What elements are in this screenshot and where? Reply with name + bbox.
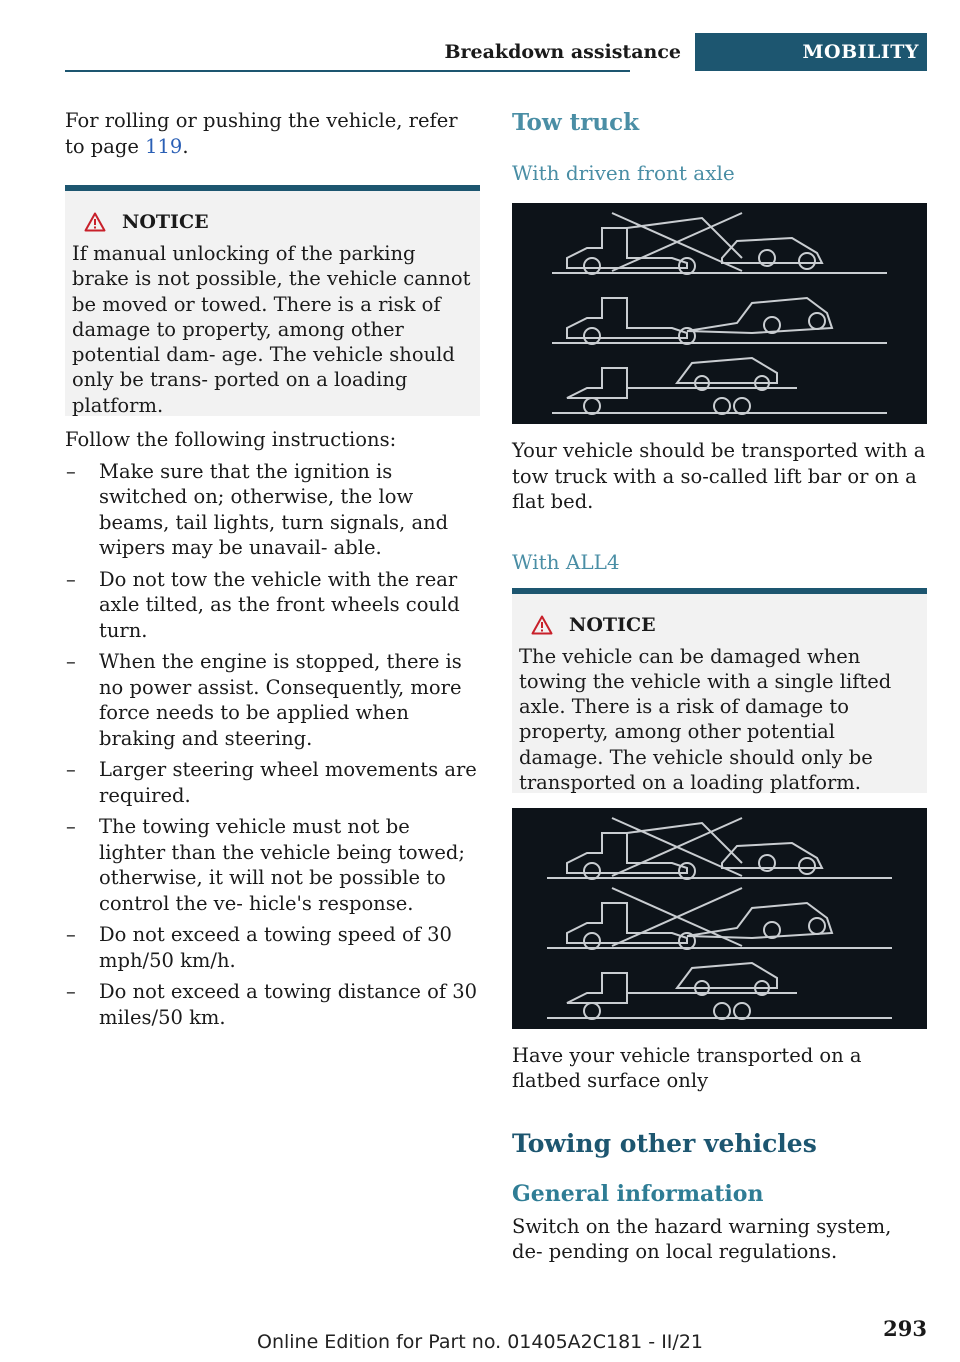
header-section-title: Breakdown assistance xyxy=(444,41,681,63)
dash-bullet: – xyxy=(66,923,76,946)
general-information-subheading: General information xyxy=(512,1180,764,1207)
notice-text: If manual unlocking of the parking brake is not possible, the vehicle cannot be moved or towed. There is a risk of damage to property, among other potential dam‐ age. The vehicle should only be trans‐ ported on a loading platform. xyxy=(72,242,471,417)
instructions-list xyxy=(65,459,480,1031)
instruction-item xyxy=(65,979,480,1030)
front-axle-towing-diagram xyxy=(512,203,927,424)
tow-truck-front-axle-illustration xyxy=(512,203,927,424)
dash-bullet: – xyxy=(66,980,76,1003)
front-axle-subheading: With driven front axle xyxy=(512,161,735,185)
footer-edition: Online Edition for Part no. 01405A2C181 - II/21 xyxy=(256,1331,703,1353)
all4-text: Have your vehicle transported on a flatbed surface only xyxy=(512,1043,862,1092)
rolling-reference-label: For rolling or pushing the vehicle, refer to page xyxy=(65,109,458,158)
tow-truck-all4-illustration xyxy=(512,808,927,1029)
towing-other-vehicles-heading: Towing other vehicles xyxy=(512,1128,817,1158)
rolling-reference-end: . xyxy=(182,134,189,158)
parking-brake-notice xyxy=(65,185,480,416)
dash-bullet: – xyxy=(66,459,76,483)
page-header xyxy=(65,33,927,71)
notice-heading xyxy=(72,211,472,233)
instruction-item xyxy=(65,567,480,644)
notice-text: The vehicle can be damaged when towing the vehicle with a single lifted axle. There is a risk of damage to property, among other potential damage. The vehicle should only be transported on a loading platform. xyxy=(519,644,892,794)
dash-bullet: – xyxy=(66,815,76,838)
instruction-item xyxy=(65,757,480,808)
all4-notice xyxy=(512,588,927,793)
page-number: 293 xyxy=(883,1316,927,1341)
instruction-item xyxy=(65,814,480,916)
page-119-link[interactable]: 119 xyxy=(145,134,183,158)
general-information-text: Switch on the hazard warning system, de‐ pending on local regulations. xyxy=(512,1214,892,1263)
front-axle-text: Your vehicle should be transported with a tow truck with a so-called lift bar or on a flat bed. xyxy=(512,439,926,513)
instruction-text: Do not exceed a towing speed of 30 mph/50 km/h. xyxy=(99,923,452,972)
instruction-text: When the engine is stopped, there is no power assist. Consequently, more force needs to be applied when braking and steering. xyxy=(99,650,462,750)
rolling-reference-text xyxy=(65,108,480,159)
header-rule xyxy=(65,70,630,72)
tow-truck-heading: Tow truck xyxy=(512,109,640,136)
notice-heading xyxy=(519,614,919,636)
warning-triangle-icon xyxy=(531,615,553,635)
instructions-intro: Follow the following instructions: xyxy=(65,428,397,451)
dash-bullet: – xyxy=(66,758,76,781)
warning-triangle-icon xyxy=(84,212,106,232)
instruction-text: Larger steering wheel movements are required. xyxy=(99,758,477,807)
dash-bullet: – xyxy=(66,650,76,673)
dash-bullet: – xyxy=(66,567,76,591)
notice-label: NOTICE xyxy=(122,211,209,233)
instruction-item xyxy=(65,649,480,751)
header-chapter-tab: MOBILITY xyxy=(695,33,927,71)
left-column xyxy=(65,108,480,1036)
notice-label: NOTICE xyxy=(569,613,656,636)
instruction-text: Do not exceed a towing distance of 30 miles/50 km. xyxy=(99,980,478,1029)
instruction-item xyxy=(65,459,480,561)
all4-subheading: With ALL4 xyxy=(512,549,620,574)
right-column xyxy=(512,108,927,1265)
instruction-text: Make sure that the ignition is switched on; otherwise, the low beams, tail lights, turn signals, and wipers may be unavail‐ able. xyxy=(99,459,449,559)
all4-towing-diagram xyxy=(512,808,927,1029)
instruction-text: Do not tow the vehicle with the rear axle tilted, as the front wheels could turn. xyxy=(99,567,460,642)
instruction-item xyxy=(65,922,480,973)
instruction-text: The towing vehicle must not be lighter than the vehicle being towed; otherwise, it will not be possible to control the ve‐ hicle's response. xyxy=(99,815,465,915)
